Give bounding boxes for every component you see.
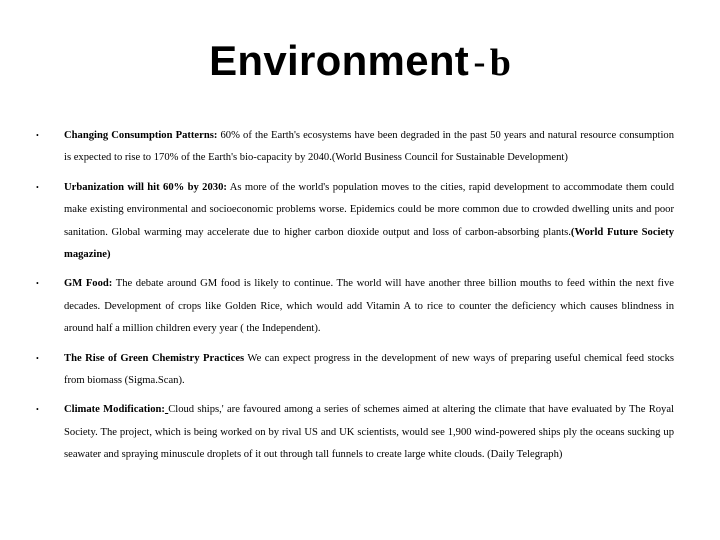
title-separator: - xyxy=(473,42,486,84)
bullet-body: As more of the world's population moves to the cities, rapid development to accommodate them could make existing environmental and socioeconomic problems worse. Epidemics could be more common due to crowded dwelling units and poor sanitation. Global warming may accelerate due to higher carbon dioxide output and loss of carbon-absorbing plants. xyxy=(64,181,674,238)
bullet-body: The debate around GM food is likely to continue. The world will have another three billion mouths to feed within the next five decades. Development of crops like Golden Rice, which would add Vitamin A to rice to counter the deficiency which causes blindness in around half a million children every year ( the Independent). xyxy=(64,278,674,335)
bullet-heading: Urbanization will hit 60% by 2030: xyxy=(64,181,227,193)
bullet-marker: • xyxy=(36,182,39,192)
bullet-marker: • xyxy=(36,279,39,289)
bullet-heading: The Rise of Green Chemistry Practices xyxy=(64,352,245,364)
bullet-green-chemistry xyxy=(36,348,674,393)
title-main: Environment xyxy=(209,37,470,84)
title-suffix: b xyxy=(489,42,511,84)
bullet-marker: • xyxy=(36,131,39,140)
slide-title xyxy=(0,37,720,84)
bullet-body: Cloud ships,' are favoured among a series of schemes aimed at altering the climate that have evaluated by The Royal Society. The project, which is being worked on by rival US and UK scientists, would see 1,900 wind-powered ships ply the oceans sucking up seawater and spraying minuscule droplets of it out through tall funnels to create large white clouds. (Daily Telegraph) xyxy=(64,404,674,461)
bullet-urbanization xyxy=(36,177,674,267)
bullet-body: We can expect progress in the development of new ways of preparing useful chemical feed stocks from biomass (Sigma.Scan). xyxy=(64,352,675,387)
bullet-body: 60% of the Earth's ecosystems have been degraded in the past 50 years and natural resource consumption is expected to rise to 170% of the Earth's bio-capacity by 2040.(World Business Council for Sustainable Development) xyxy=(64,130,674,164)
bullet-list xyxy=(36,125,674,474)
bullet-consumption-patterns xyxy=(36,125,674,170)
bullet-gm-food xyxy=(36,273,674,340)
bullet-marker: • xyxy=(36,405,39,415)
bullet-climate-modification xyxy=(36,399,674,466)
bullet-heading: GM Food: xyxy=(64,278,113,290)
bullet-source: (World Future Society magazine) xyxy=(64,226,674,261)
bullet-marker: • xyxy=(36,353,39,363)
bullet-heading: Changing Consumption Patterns: xyxy=(64,130,218,141)
bullet-heading: Climate Modification: xyxy=(64,404,165,416)
